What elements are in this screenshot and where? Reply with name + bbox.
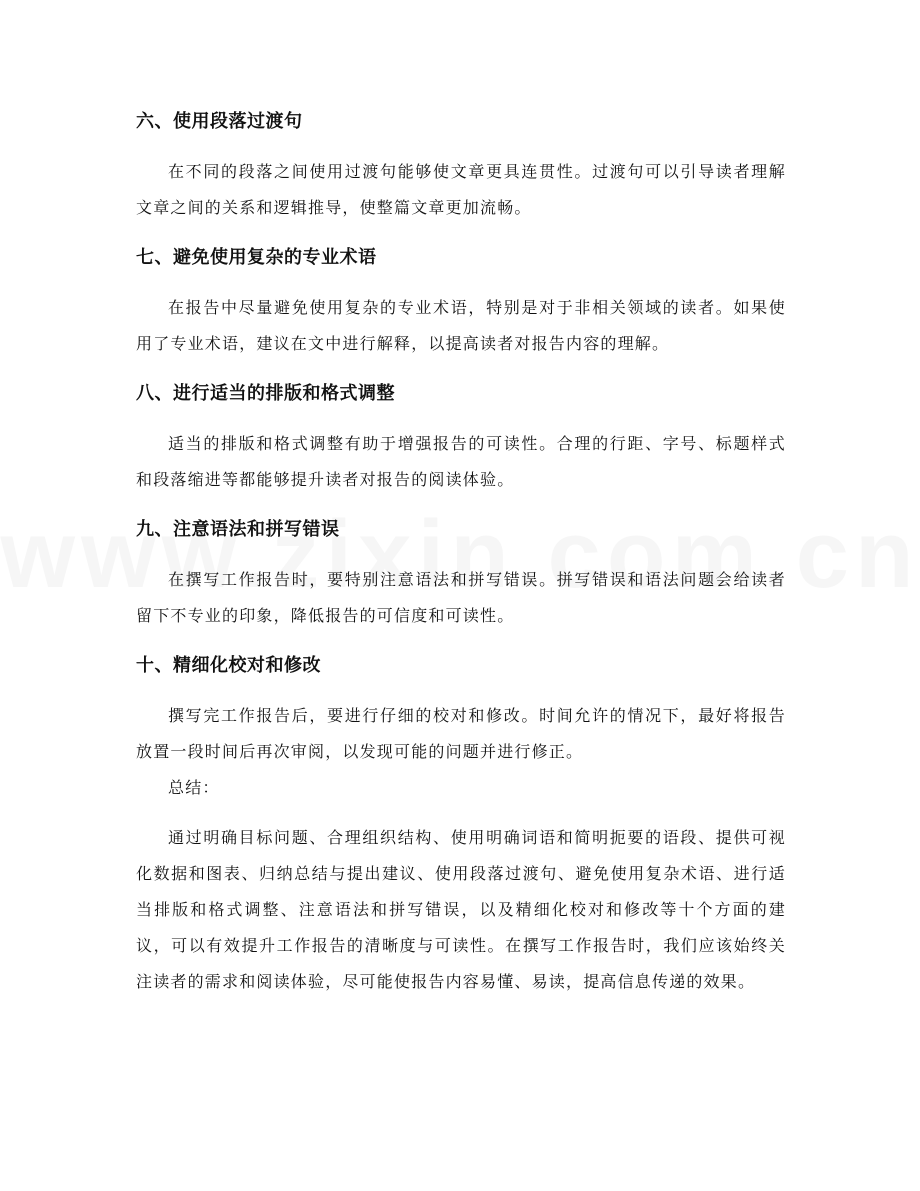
summary-paragraph: 通过明确目标问题、合理组织结构、使用明确词语和简明扼要的语段、提供可视化数据和图表、归纳总结与提出建议、使用段落过渡句、避免使用复杂术语、进行适当排版和格式调整、注意语法和拼写错误，以及精细化校对和修改等十个方面的建议，可以有效提升工作报告的清晰度与可读性。在撰写工作报告时，我们应该始终关注读者的需求和阅读体验，尽可能使报告内容易懂、易读，提高信息传递的效果。	[136, 828, 786, 991]
section-paragraph-9: 在撰写工作报告时，要特别注意语法和拼写错误。拼写错误和语法问题会给读者留下不专业的印象，降低报告的可信度和可读性。	[136, 570, 786, 625]
section-heading-6: 六、使用段落过渡句	[136, 111, 303, 132]
summary-label: 总结：	[168, 778, 220, 797]
section-heading-8: 八、进行适当的排版和格式调整	[136, 383, 395, 404]
section-heading-10: 十、精细化校对和修改	[136, 655, 321, 676]
section-paragraph-8: 适当的排版和格式调整有助于增强报告的可读性。合理的行距、字号、标题样式和段落缩进等都能够提升读者对报告的阅读体验。	[136, 434, 786, 489]
section-paragraph-7: 在报告中尽量避免使用复杂的专业术语，特别是对于非相关领域的读者。如果使用了专业术语，建议在文中进行解释，以提高读者对报告内容的理解。	[136, 298, 786, 353]
section-paragraph-10: 撰写完工作报告后，要进行仔细的校对和修改。时间允许的情况下，最好将报告放置一段时间后再次审阅，以发现可能的问题并进行修正。	[136, 706, 786, 761]
section-heading-7: 七、避免使用复杂的专业术语	[136, 247, 377, 268]
document-body	[136, 104, 786, 1000]
section-paragraph-6: 在不同的段落之间使用过渡句能够使文章更具连贯性。过渡句可以引导读者理解文章之间的关系和逻辑推导，使整篇文章更加流畅。	[136, 162, 786, 217]
section-heading-9: 九、注意语法和拼写错误	[136, 519, 340, 540]
